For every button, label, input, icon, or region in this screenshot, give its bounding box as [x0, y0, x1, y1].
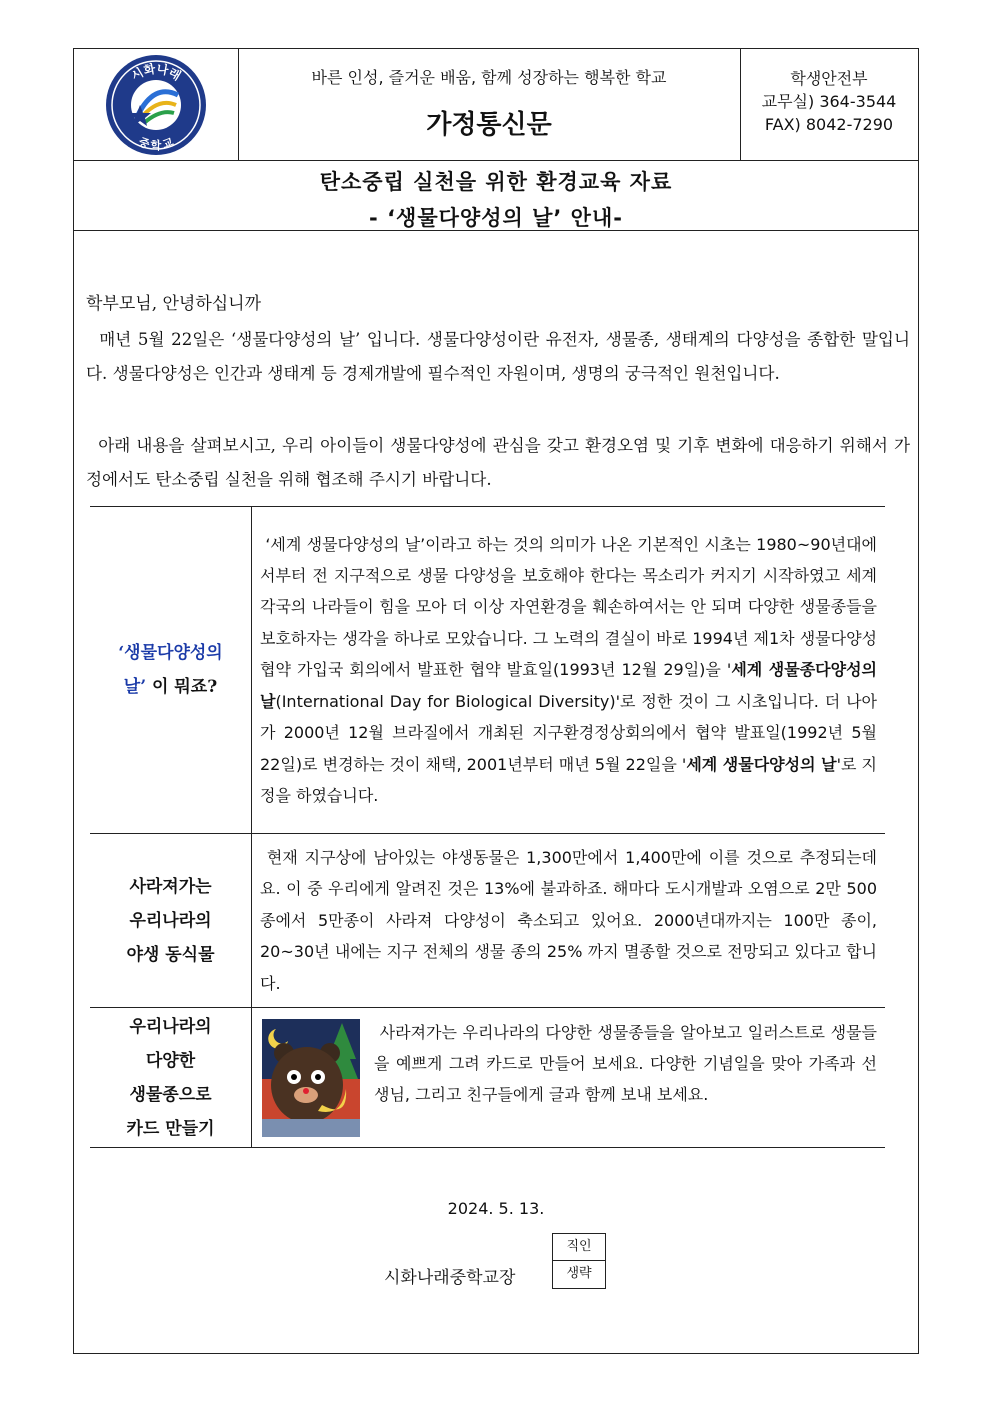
- label-line: 우리나라의: [129, 1016, 212, 1037]
- school-logo: [104, 53, 208, 157]
- intro-paragraph-2: 아래 내용을 살펴보시고, 우리 아이들이 생물다양성에 관심을 갖고 환경오염 및 기후 변화에 대응하기 위해서 가정에서도 탄소중립 실천을 위해 협조해 주시기 바랍니다.: [86, 436, 910, 489]
- label-blue-2: 날’: [123, 677, 147, 697]
- principal-signature: 시화나래중학교장: [384, 1268, 516, 1288]
- seal-omitted-box: [552, 1233, 606, 1289]
- intro-paragraph-1: 매년 5월 22일은 ‘생물다양성의 날’ 입니다. 생물다양성이란 유전자, 생물종, 생태계의 다양성을 종합한 말입니다. 생물다양성은 인간과 생태계 등 경제개발에 필수적인 자원이며, 생명의 궁극적인 원천입니다.: [86, 330, 910, 383]
- document-frame: [73, 48, 919, 1354]
- content-text: ‘세계 생물다양성의 날’이라고 하는 것의 의미가 나온 기본적인 시초는 1980~90년대에서부터 전 지구적으로 생물 다양성을 보호해야 한다는 목소리가 커지기 시작하였고 세계 각국의 나라들이 힘을 모아 더 이상 자연환경을 훼손하여서는 안 되며 다양한 생물종들을 보호하자는 생각을 하나로 모았습니다. 그 노력의 결실이 바로 1994년 제1차 생물다양성 협약 가입국 회의에서 발표한 협약 발효일(1993년 12월 29일)을 ': [260, 534, 883, 680]
- greeting: 학부모님, 안녕하십니까: [86, 294, 262, 314]
- label-line: 다양한: [145, 1050, 196, 1071]
- stamp-top: 직인: [553, 1234, 605, 1261]
- table-row: [90, 507, 885, 834]
- info-table: [90, 506, 885, 1148]
- label-line: 생물종으로: [129, 1084, 212, 1105]
- content-text: '로 지정을 하였습니다.: [260, 754, 877, 805]
- header-middle-cell: [238, 49, 741, 160]
- row-content: [252, 507, 886, 834]
- row-content: [252, 1008, 886, 1148]
- stamp-bottom: 생략: [566, 1266, 592, 1281]
- label-line: 야생 동식물: [126, 944, 215, 965]
- row-content: 현재 지구상에 남아있는 야생동물은 1,300만에서 1,400만에 이를 것으로 추정되는데요. 이 중 우리에게 알려진 것은 13%에 불과하죠. 해마다 도시개발과 오염으로 2만 500종에서 5만종이 사라져 다양성이 축소되고 있어요. 2000년대까지는 100만 종이, 20~30년 내에는 지구 전체의 생물 종의 25% 까지 멸종할 것으로 전망되고 있다고 합니다.: [252, 834, 886, 1008]
- bear-card-illustration: [262, 1019, 360, 1137]
- table-row: [90, 1008, 885, 1148]
- office-phone: 교무실) 364-3544: [761, 92, 897, 111]
- document-title: 가정통신문: [426, 110, 552, 140]
- label-line: 사라져가는: [129, 876, 212, 897]
- table-row: [90, 834, 885, 1008]
- content-bold: 세계 생물종다양성의 날: [260, 660, 883, 711]
- sub-title: - ‘생물다양성의 날’ 안내-: [369, 206, 623, 230]
- issue-date: 2024. 5. 13.: [447, 1199, 545, 1218]
- row-label: [90, 507, 252, 834]
- main-title: 탄소중립 실천을 위한 환경교육 자료: [319, 170, 673, 194]
- label-blue-1: ‘생물다양성의: [118, 643, 223, 663]
- content-bold: 세계 생물다양성의 날: [686, 754, 837, 774]
- school-logo-cell: [74, 49, 239, 160]
- label-line: 우리나라의: [129, 910, 212, 931]
- logo-text-top: 시화나래: [128, 61, 184, 84]
- content-text: (International Day for Biological Diversity)'로 정한 것이 그 시초입니다. 더 나아가 2000년 12월 브라질에서 개최된 지구환경정상회의에서 협약 발표일(1992년 5월 22일)로 변경하는 것이 채택, 2001년부터 매년 5월 22일을 ': [260, 691, 883, 774]
- fax-number: FAX) 8042-7290: [764, 115, 894, 134]
- row-label: [90, 834, 252, 1008]
- department: 학생안전부: [790, 69, 868, 88]
- school-motto: 바른 인성, 즐거운 배움, 함께 성장하는 행복한 학교: [311, 68, 667, 87]
- content-text: 사라져가는 우리나라의 다양한 생물종들을 알아보고 일러스트로 생물들을 예쁘게 그려 카드로 만들어 보세요. 다양한 기념일을 맞아 가족과 선생님, 그리고 친구들에게 글과 함께 보내 보세요.: [374, 1022, 877, 1105]
- logo-text-bottom: 중학교: [136, 135, 176, 152]
- label-line: 카드 만들기: [126, 1118, 215, 1139]
- title-row: [74, 160, 918, 231]
- header-row: [74, 49, 918, 161]
- label-suffix: 이 뭐죠?: [146, 677, 218, 697]
- contact-cell: [740, 49, 918, 160]
- row-label: [90, 1008, 252, 1148]
